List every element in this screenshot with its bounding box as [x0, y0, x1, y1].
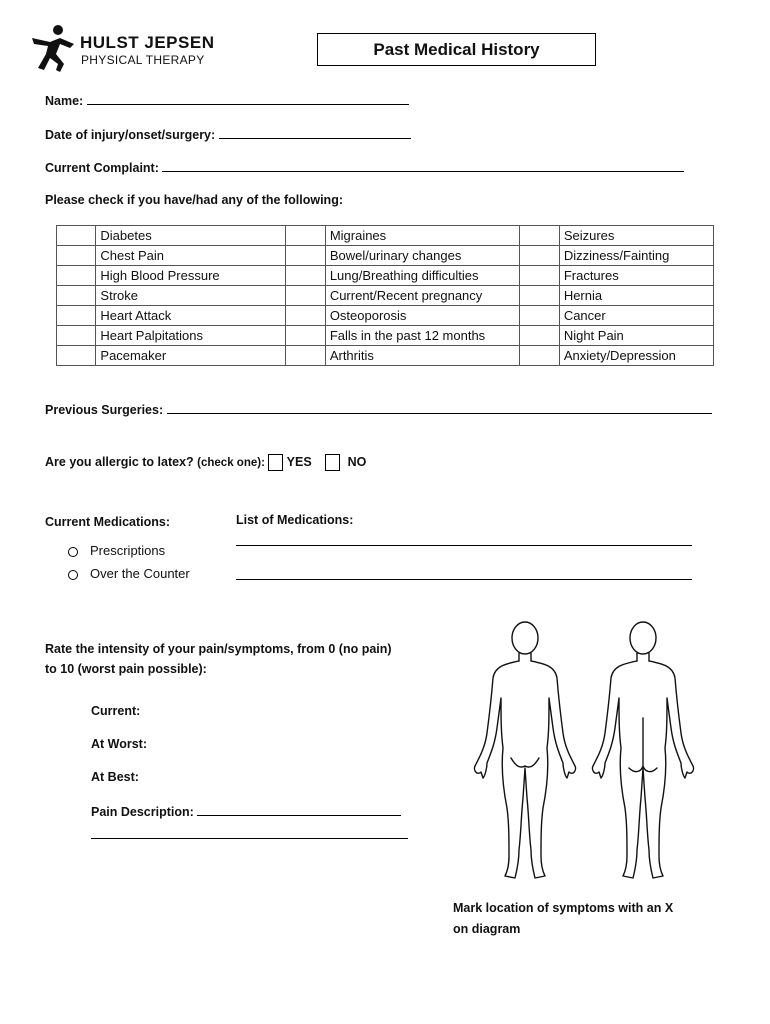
condition-checkbox[interactable] [286, 266, 325, 286]
name-field[interactable] [87, 92, 409, 105]
condition-label: Fractures [559, 266, 713, 286]
latex-yes-label: YES [286, 454, 312, 469]
condition-label: Heart Attack [96, 306, 286, 326]
condition-checkbox[interactable] [520, 266, 559, 286]
table-row [57, 246, 714, 266]
date-label: Date of injury/onset/surgery: [45, 128, 216, 142]
logo [30, 24, 230, 74]
complaint-row [45, 159, 684, 175]
latex-yes-checkbox[interactable] [268, 454, 283, 471]
table-row [57, 346, 714, 366]
medications-line-2[interactable] [236, 567, 692, 580]
diagram-caption-line2: on diagram [453, 922, 521, 936]
prescriptions-label: Prescriptions [90, 543, 166, 558]
condition-label: Chest Pain [96, 246, 286, 266]
condition-checkbox[interactable] [520, 346, 559, 366]
table-row [57, 266, 714, 286]
condition-label: Lung/Breathing difficulties [325, 266, 520, 286]
condition-label: Pacemaker [96, 346, 286, 366]
condition-checkbox[interactable] [520, 226, 559, 246]
condition-label: Osteoporosis [325, 306, 520, 326]
brand-subtitle: PHYSICAL THERAPY [81, 53, 205, 67]
latex-question: Are you allergic to latex? [45, 454, 194, 469]
condition-checkbox[interactable] [520, 326, 559, 346]
body-diagram[interactable] [465, 618, 710, 888]
condition-label: Falls in the past 12 months [325, 326, 520, 346]
condition-label: Migraines [325, 226, 520, 246]
name-label: Name: [45, 94, 84, 108]
condition-label: Heart Palpitations [96, 326, 286, 346]
pain-worst-label: At Worst: [91, 737, 148, 751]
table-row [57, 226, 714, 246]
pain-description-row [91, 803, 401, 819]
latex-hint: (check one): [197, 456, 265, 469]
logo-figure-icon [30, 24, 76, 74]
conditions-table [56, 225, 714, 366]
condition-checkbox[interactable] [286, 306, 325, 326]
otc-label: Over the Counter [90, 566, 190, 581]
condition-label: Seizures [559, 226, 713, 246]
condition-label: Night Pain [559, 326, 713, 346]
condition-checkbox[interactable] [57, 306, 96, 326]
pain-description-label: Pain Description: [91, 805, 194, 819]
complaint-field[interactable] [162, 159, 684, 172]
condition-checkbox[interactable] [57, 266, 96, 286]
condition-label: High Blood Pressure [96, 266, 286, 286]
body-front-figure [474, 622, 575, 878]
condition-checkbox[interactable] [286, 246, 325, 266]
condition-checkbox[interactable] [520, 246, 559, 266]
latex-no-label: NO [347, 454, 367, 469]
condition-label: Hernia [559, 286, 713, 306]
condition-label: Diabetes [96, 226, 286, 246]
condition-checkbox[interactable] [286, 286, 325, 306]
pain-question-line2: to 10 (worst pain possible): [45, 662, 207, 676]
pain-description-line-2[interactable] [91, 826, 408, 839]
medication-option-prescriptions[interactable] [68, 543, 165, 558]
page-title: Past Medical History [317, 33, 596, 66]
otc-radio-icon[interactable] [68, 570, 78, 580]
condition-label: Cancer [559, 306, 713, 326]
table-row [57, 306, 714, 326]
condition-checkbox[interactable] [57, 286, 96, 306]
medications-label: Current Medications: [45, 515, 171, 529]
medications-list-label: List of Medications: [236, 513, 354, 527]
condition-checkbox[interactable] [520, 306, 559, 326]
name-row [45, 92, 409, 108]
condition-label: Current/Recent pregnancy [325, 286, 520, 306]
condition-label: Bowel/urinary changes [325, 246, 520, 266]
medication-option-otc[interactable] [68, 566, 190, 581]
condition-checkbox[interactable] [57, 326, 96, 346]
condition-checkbox[interactable] [57, 226, 96, 246]
condition-label: Dizziness/Fainting [559, 246, 713, 266]
condition-checkbox[interactable] [286, 346, 325, 366]
conditions-instruction: Please check if you have/had any of the following: [45, 193, 343, 207]
pain-best-label: At Best: [91, 770, 139, 784]
diagram-caption-line1: Mark location of symptoms with an X [453, 901, 674, 915]
condition-checkbox[interactable] [520, 286, 559, 306]
condition-checkbox[interactable] [286, 326, 325, 346]
table-row [57, 326, 714, 346]
prescriptions-radio-icon[interactable] [68, 547, 78, 557]
surgeries-field[interactable] [167, 401, 712, 414]
condition-label: Anxiety/Depression [559, 346, 713, 366]
condition-checkbox[interactable] [57, 246, 96, 266]
condition-label: Arthritis [325, 346, 520, 366]
condition-checkbox[interactable] [286, 226, 325, 246]
condition-label: Stroke [96, 286, 286, 306]
medications-line-1[interactable] [236, 533, 692, 546]
date-field[interactable] [219, 126, 411, 139]
complaint-label: Current Complaint: [45, 161, 159, 175]
latex-no-checkbox[interactable] [325, 454, 340, 471]
condition-checkbox[interactable] [57, 346, 96, 366]
surgeries-row [45, 401, 712, 417]
pain-question-line1: Rate the intensity of your pain/symptoms, from 0 (no pain) [45, 642, 392, 656]
body-back-figure [592, 622, 693, 878]
date-row [45, 126, 411, 142]
table-row [57, 286, 714, 306]
brand-name: HULST JEPSEN [80, 33, 215, 52]
latex-row [45, 454, 366, 471]
pain-description-field[interactable] [197, 803, 401, 816]
pain-current-label: Current: [91, 704, 141, 718]
surgeries-label: Previous Surgeries: [45, 403, 164, 417]
